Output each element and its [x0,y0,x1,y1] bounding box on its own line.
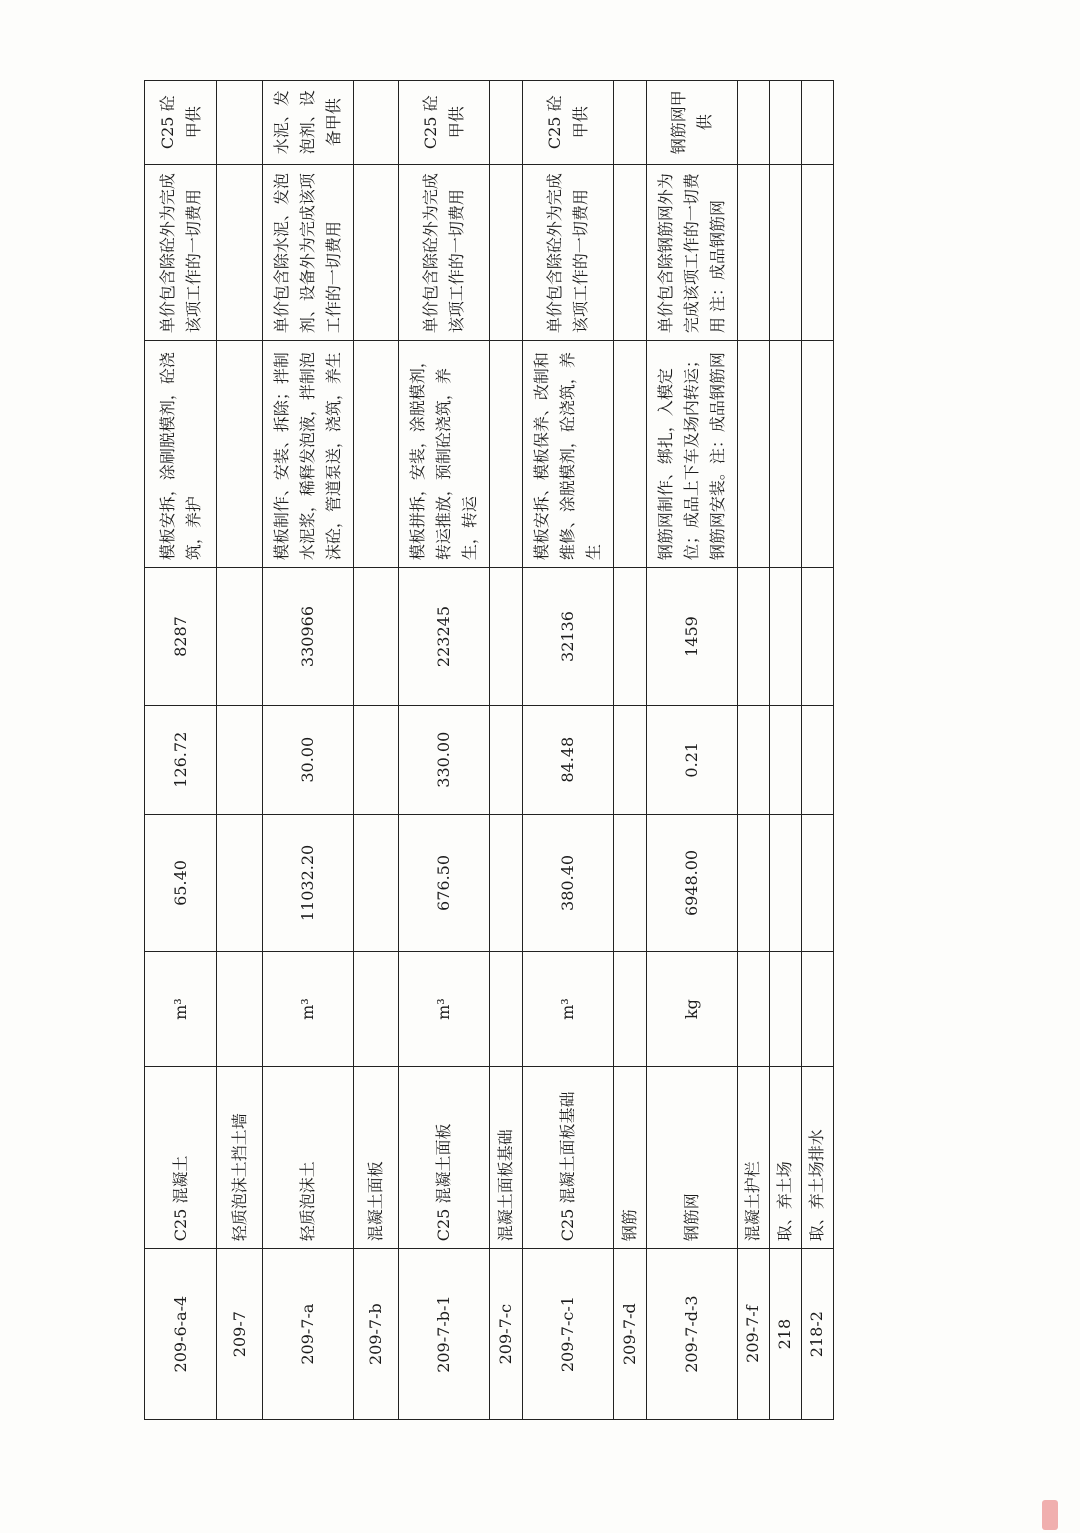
table-row [801,81,833,1420]
amount-cell: 8287 [145,568,217,706]
quantity-cell [353,814,398,952]
unit-cell: m³ [145,952,217,1066]
work-content-cell: 模板制作、安装、拆除；拌制水泥浆，稀释发泡液，拌制泡沫砼，管道泵送，浇筑，养生 [262,341,353,568]
price-scope-cell [489,164,522,341]
price-scope-cell [613,164,646,341]
amount-cell: 330966 [262,568,353,706]
amount-cell: 223245 [399,568,490,706]
item-name-cell: 轻质泡沫土挡土墙 [217,1066,262,1248]
work-content-cell: 钢筋网制作、绑扎，入模定位；成品上下车及场内转运；钢筋网安装。注：成品钢筋网 [646,341,737,568]
table-row [489,81,522,1420]
remark-cell [801,81,833,165]
amount-cell [801,568,833,706]
price-scope-cell: 单价包含除砼外为完成该项工作的一切费用 [523,164,614,341]
unit-price-cell: 84.48 [523,705,614,814]
quantity-cell: 380.40 [523,814,614,952]
item-code-cell: 218 [769,1249,801,1420]
price-scope-cell [801,164,833,341]
rotated-table-page [144,80,834,1420]
item-name-cell: C25 混凝土面板基础 [523,1066,614,1248]
quantity-cell: 6948.00 [646,814,737,952]
unit-cell [769,952,801,1066]
table-row [399,81,490,1420]
work-content-cell [489,341,522,568]
table-row [217,81,262,1420]
item-code-cell: 209-7-b [353,1249,398,1420]
item-code-cell: 209-7-d-3 [646,1249,737,1420]
quantity-cell [489,814,522,952]
price-scope-cell [737,164,769,341]
unit-price-cell [737,705,769,814]
unit-price-cell: 330.00 [399,705,490,814]
unit-cell: kg [646,952,737,1066]
quantity-cell [769,814,801,952]
unit-price-cell: 0.21 [646,705,737,814]
price-scope-cell: 单价包含除水泥、发泡剂、设备外为完成该项工作的一切费用 [262,164,353,341]
work-content-cell [353,341,398,568]
table-row [353,81,398,1420]
bill-of-quantities-table [144,80,834,1420]
remark-cell [737,81,769,165]
item-code-cell: 209-6-a-4 [145,1249,217,1420]
item-code-cell: 209-7 [217,1249,262,1420]
remark-cell [613,81,646,165]
item-name-cell: 轻质泡沫土 [262,1066,353,1248]
item-code-cell: 209-7-a [262,1249,353,1420]
quantity-cell [801,814,833,952]
item-name-cell: 钢筋 [613,1066,646,1248]
unit-price-cell [353,705,398,814]
remark-cell [769,81,801,165]
item-code-cell: 209-7-b-1 [399,1249,490,1420]
unit-cell [737,952,769,1066]
unit-cell: m³ [523,952,614,1066]
unit-cell [217,952,262,1066]
remark-cell: 水泥、发泡剂、设备甲供 [262,81,353,165]
unit-cell: m³ [399,952,490,1066]
amount-cell [613,568,646,706]
table-row [737,81,769,1420]
work-content-cell: 模板安拆、模板保养、改制和维修、涂脱模剂，砼浇筑，养生 [523,341,614,568]
work-content-cell: 模板拼拆，安装，涂脱模剂，转运推放，预制砼浇筑，养生，转运 [399,341,490,568]
unit-cell [489,952,522,1066]
work-content-cell [613,341,646,568]
item-name-cell: 取、弃土场排水 [801,1066,833,1248]
item-name-cell: 取、弃土场 [769,1066,801,1248]
quantity-cell: 65.40 [145,814,217,952]
remark-cell [217,81,262,165]
remark-cell: C25 砼甲供 [145,81,217,165]
amount-cell [353,568,398,706]
item-name-cell: 混凝土面板 [353,1066,398,1248]
remark-cell [489,81,522,165]
amount-cell: 32136 [523,568,614,706]
unit-cell [801,952,833,1066]
table-row [769,81,801,1420]
price-scope-cell [217,164,262,341]
price-scope-cell: 单价包含除砼外为完成该项工作的一切费用 [399,164,490,341]
red-ink-mark [1042,1500,1058,1530]
table-row [262,81,353,1420]
item-name-cell: C25 混凝土 [145,1066,217,1248]
amount-cell: 1459 [646,568,737,706]
price-scope-cell [353,164,398,341]
price-scope-cell [769,164,801,341]
work-content-cell [769,341,801,568]
quantity-cell [217,814,262,952]
item-code-cell: 209-7-c-1 [523,1249,614,1420]
amount-cell [217,568,262,706]
work-content-cell [217,341,262,568]
remark-cell: C25 砼甲供 [523,81,614,165]
item-code-cell: 209-7-c [489,1249,522,1420]
table-row [646,81,737,1420]
item-code-cell: 218-2 [801,1249,833,1420]
item-name-cell: 钢筋网 [646,1066,737,1248]
unit-cell [613,952,646,1066]
item-code-cell: 209-7-f [737,1249,769,1420]
amount-cell [489,568,522,706]
quantity-cell: 11032.20 [262,814,353,952]
quantity-cell: 676.50 [399,814,490,952]
item-name-cell: 混凝土面板基础 [489,1066,522,1248]
price-scope-cell: 单价包含除钢筋网外为完成该项工作的一切费用 注：成品钢筋网 [646,164,737,341]
amount-cell [737,568,769,706]
unit-price-cell: 30.00 [262,705,353,814]
work-content-cell: 模板安拆，涂刷脱模剂，砼浇筑，养护 [145,341,217,568]
remark-cell: 钢筋网甲供 [646,81,737,165]
table-row [613,81,646,1420]
unit-price-cell: 126.72 [145,705,217,814]
remark-cell [353,81,398,165]
unit-price-cell [489,705,522,814]
quantity-cell [613,814,646,952]
item-name-cell: 混凝土护栏 [737,1066,769,1248]
quantity-cell [737,814,769,952]
item-code-cell: 209-7-d [613,1249,646,1420]
unit-price-cell [217,705,262,814]
table-row [145,81,217,1420]
work-content-cell [737,341,769,568]
item-name-cell: C25 混凝土面板 [399,1066,490,1248]
unit-price-cell [769,705,801,814]
price-scope-cell: 单价包含除砼外为完成该项工作的一切费用 [145,164,217,341]
unit-price-cell [801,705,833,814]
amount-cell [769,568,801,706]
table-row [523,81,614,1420]
remark-cell: C25 砼甲供 [399,81,490,165]
unit-price-cell [613,705,646,814]
unit-cell [353,952,398,1066]
work-content-cell [801,341,833,568]
unit-cell: m³ [262,952,353,1066]
